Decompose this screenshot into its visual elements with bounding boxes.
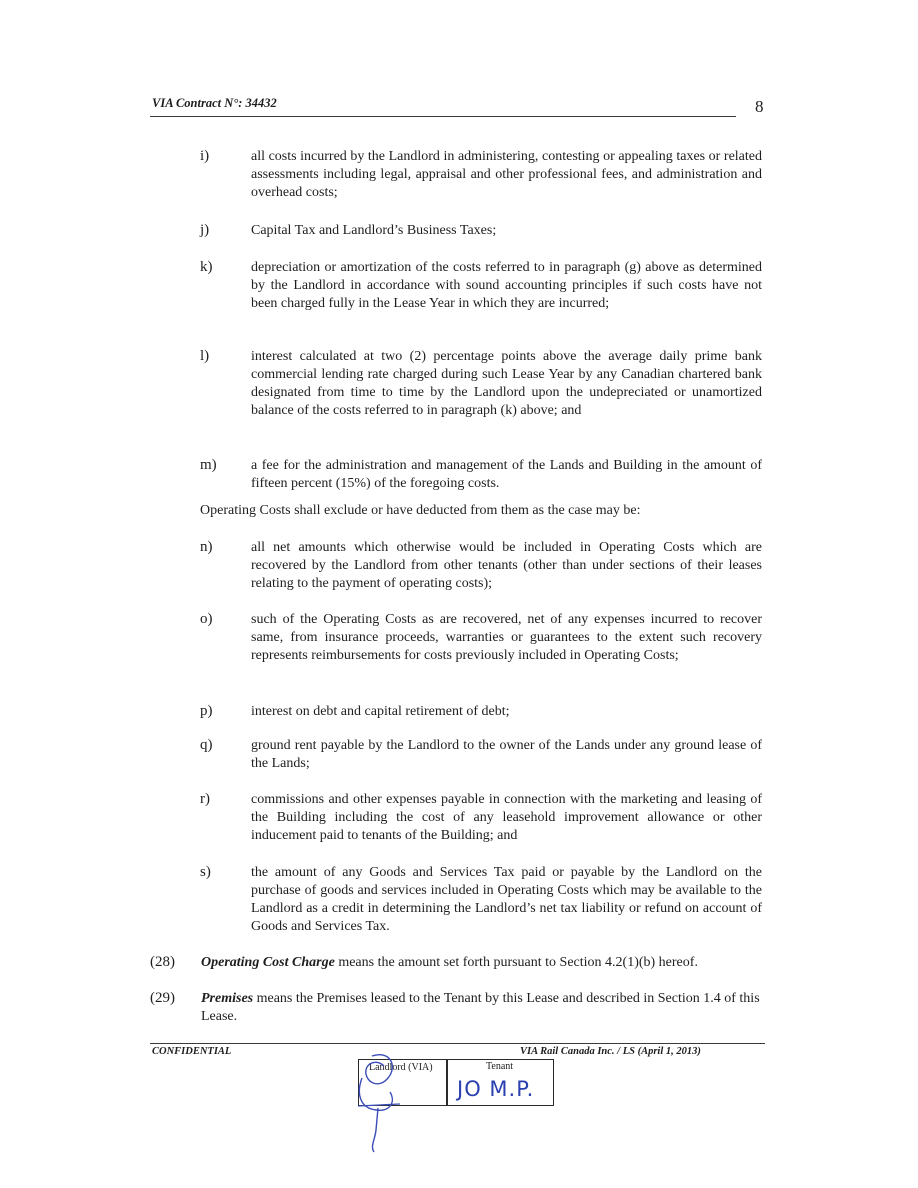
clause-label: l) (200, 348, 210, 364)
clause-text: Capital Tax and Landlord’s Business Taxes; (251, 223, 497, 238)
clause-text: all net amounts which otherwise would be included in Operating Costs which are recovered by the Landlord from other tenants (other than under sections of their leases relating to the payment of operating costs); (251, 540, 762, 591)
exclusion-intro: Operating Costs shall exclude or have deducted from them as the case may be: (200, 503, 641, 518)
page-number: 8 (755, 97, 764, 116)
confidential-label: CONFIDENTIAL (152, 1046, 232, 1057)
definition-number: (28) (150, 954, 175, 970)
clause-text: a fee for the administration and management of the Lands and Building in the amount of fifteen percent (15%) of the foregoing costs. (251, 458, 762, 491)
clause-label: m) (200, 457, 217, 473)
tenant-label: Tenant (486, 1061, 514, 1072)
tenant-initials: JO M.P. (457, 1077, 535, 1101)
definition-term: Premises (201, 991, 254, 1006)
clause-text: interest calculated at two (2) percentage points above the average daily prime bank commercial lending rate charged during such Lease Year by any Canadian chartered bank designated from time to time by the Landlord upon the undepreciated or unamortized balance of the costs referred to in paragraph (k) above; and (251, 349, 762, 418)
clause-label: o) (200, 611, 213, 627)
clause-text: ground rent payable by the Landlord to the owner of the Lands under any ground lease of the Lands; (251, 738, 762, 771)
clause-text: such of the Operating Costs as are recovered, net of any expenses incurred to recover same, from insurance proceeds, warranties or guarantees to the extent such recovery represents reimbursements for costs previously included in Operating Costs; (251, 612, 762, 663)
clause-label: i) (200, 148, 210, 164)
definition-text (201, 954, 765, 972)
landlord-signature-icon (350, 1048, 410, 1158)
clause-label: n) (200, 539, 213, 555)
clause-label: s) (200, 864, 211, 880)
landlord-label: Landlord (VIA) (369, 1062, 433, 1073)
definition-body: means the Premises leased to the Tenant by this Lease and described in Section 1.4 of this Lease. (201, 991, 760, 1024)
contract-number: VIA Contract N°: 34432 (152, 96, 277, 110)
clause-text: interest on debt and capital retirement of debt; (251, 704, 510, 719)
clause-text: depreciation or amortization of the costs referred to in paragraph (g) above as determined by the Landlord in accordance with sound accounting principles if such costs have not been charged fully in the Lease Year in which they are incurred; (251, 260, 762, 311)
clause-text: the amount of any Goods and Services Tax paid or payable by the Landlord on the purchase of goods and services included in Operating Costs which may be available to the Landlord as a credit in determining the Landlord’s net tax liability or refund on account of Goods and Services Tax. (251, 865, 762, 934)
clause-label: p) (200, 703, 213, 719)
via-reference: VIA Rail Canada Inc. / LS (April 1, 2013) (520, 1046, 701, 1057)
initials-divider (446, 1060, 448, 1105)
clause-label: j) (200, 222, 210, 238)
clause-text: commissions and other expenses payable in connection with the marketing and leasing of the Building including the cost of any leasehold improvement allowance or other inducement paid to tenants of the Building; and (251, 792, 762, 843)
clause-text: all costs incurred by the Landlord in administering, contesting or appealing taxes or related assessments including legal, appraisal and other professional fees, and administration and overhead costs; (251, 149, 762, 200)
definition-number: (29) (150, 990, 175, 1006)
header-rule (150, 116, 736, 117)
footer-rule (150, 1043, 765, 1044)
definition-body: means the amount set forth pursuant to Section 4.2(1)(b) hereof. (334, 955, 698, 970)
clause-label: r) (200, 791, 210, 807)
definition-text (201, 990, 765, 1026)
clause-label: k) (200, 259, 213, 275)
definition-term: Operating Cost Charge (201, 955, 335, 970)
clause-label: q) (200, 737, 213, 753)
